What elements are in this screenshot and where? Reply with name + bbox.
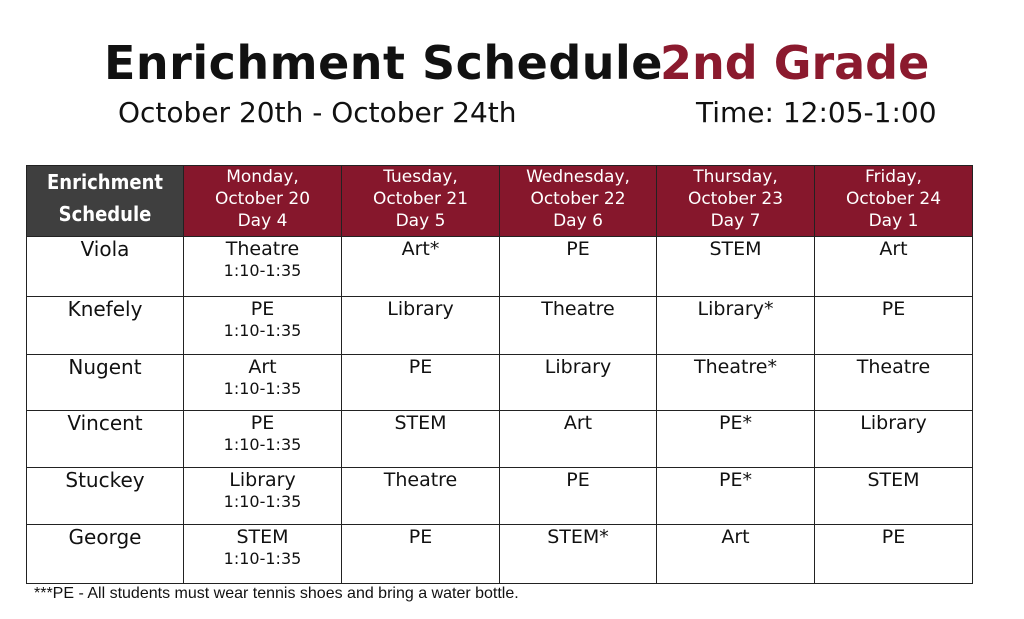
schedule-cell: Art — [500, 411, 657, 468]
schedule-cell: Theatre — [500, 297, 657, 355]
session-time: 1:10-1:35 — [223, 549, 302, 568]
column-header-thursday — [657, 166, 815, 237]
teacher-name: George — [27, 525, 184, 584]
day-number-label: Day 6 — [553, 211, 603, 231]
session-time: 1:10-1:35 — [223, 261, 302, 280]
table-row — [27, 355, 973, 411]
session-time: 1:10-1:35 — [223, 435, 302, 454]
column-header-friday — [815, 166, 973, 237]
title-row — [0, 36, 1024, 96]
session-time: 1:10-1:35 — [223, 379, 302, 398]
activity-label: Library — [229, 469, 296, 491]
page-title: Enrichment Schedule — [104, 36, 664, 90]
schedule-cell: Library — [342, 297, 500, 355]
date-label: October 23 — [687, 189, 784, 209]
schedule-cell: PE — [500, 237, 657, 297]
schedule-cell: Library* — [657, 297, 815, 355]
schedule-cell: Art — [815, 237, 973, 297]
schedule-cell — [184, 468, 342, 525]
column-header-monday — [184, 166, 342, 237]
weekday-label: Wednesday, — [526, 167, 630, 187]
session-time: 1:10-1:35 — [223, 492, 302, 511]
schedule-table — [26, 165, 973, 584]
teacher-name: Vincent — [27, 411, 184, 468]
teacher-name: Knefely — [27, 297, 184, 355]
schedule-cell — [184, 297, 342, 355]
schedule-cell: STEM — [815, 468, 973, 525]
day-number-label: Day 5 — [395, 211, 446, 231]
date-range: October 20th - October 24th — [118, 96, 517, 129]
table-row — [27, 237, 973, 297]
weekday-label: Friday, — [865, 167, 922, 187]
corner-line-1: Enrichment — [47, 170, 163, 194]
date-label: October 21 — [372, 189, 469, 209]
time-range: Time: 12:05-1:00 — [696, 96, 937, 129]
schedule-cell — [184, 525, 342, 584]
schedule-cell: PE — [815, 525, 973, 584]
corner-line-2: Schedule — [58, 202, 152, 226]
teacher-name: Stuckey — [27, 468, 184, 525]
weekday-label: Tuesday, — [383, 167, 458, 187]
schedule-cell: PE — [815, 297, 973, 355]
activity-label: PE — [250, 298, 275, 320]
day-number-label: Day 4 — [237, 211, 288, 231]
header-row — [27, 166, 973, 237]
table-row — [27, 468, 973, 525]
weekday-label: Monday, — [226, 167, 299, 187]
schedule-cell: PE — [500, 468, 657, 525]
date-label: October 20 — [214, 189, 311, 209]
table-row — [27, 525, 973, 584]
date-label: October 24 — [845, 189, 942, 209]
schedule-cell: Theatre — [815, 355, 973, 411]
day-number-label: Day 7 — [710, 211, 761, 231]
activity-label: PE — [250, 412, 275, 434]
teacher-name: Viola — [27, 237, 184, 297]
schedule-cell: PE* — [657, 411, 815, 468]
footnote: ***PE - All students must wear tennis shoes and bring a water bottle. — [34, 585, 519, 602]
schedule-cell: Theatre — [342, 468, 500, 525]
grade-label: 2nd Grade — [660, 36, 930, 90]
schedule-cell: Art* — [342, 237, 500, 297]
weekday-label: Thursday, — [693, 167, 778, 187]
date-label: October 22 — [530, 189, 626, 209]
table-row — [27, 297, 973, 355]
schedule-cell: Library — [815, 411, 973, 468]
schedule-cell: STEM — [342, 411, 500, 468]
schedule-cell — [184, 355, 342, 411]
activity-label: Art — [248, 356, 277, 378]
column-header-tuesday — [342, 166, 500, 237]
schedule-cell: PE* — [657, 468, 815, 525]
table-row — [27, 411, 973, 468]
schedule-cell: Art — [657, 525, 815, 584]
schedule-cell: Theatre* — [657, 355, 815, 411]
schedule-cell: PE — [342, 355, 500, 411]
schedule-cell: Library — [500, 355, 657, 411]
schedule-cell — [184, 411, 342, 468]
schedule-cell — [184, 237, 342, 297]
schedule-cell: STEM* — [500, 525, 657, 584]
schedule-cell: PE — [342, 525, 500, 584]
activity-label: STEM — [236, 526, 289, 548]
column-header-wednesday — [500, 166, 657, 237]
corner-header — [27, 166, 184, 237]
activity-label: Theatre — [225, 238, 300, 260]
schedule-cell: STEM — [657, 237, 815, 297]
day-number-label: Day 1 — [868, 211, 919, 231]
teacher-name: Nugent — [27, 355, 184, 411]
session-time: 1:10-1:35 — [223, 321, 302, 340]
